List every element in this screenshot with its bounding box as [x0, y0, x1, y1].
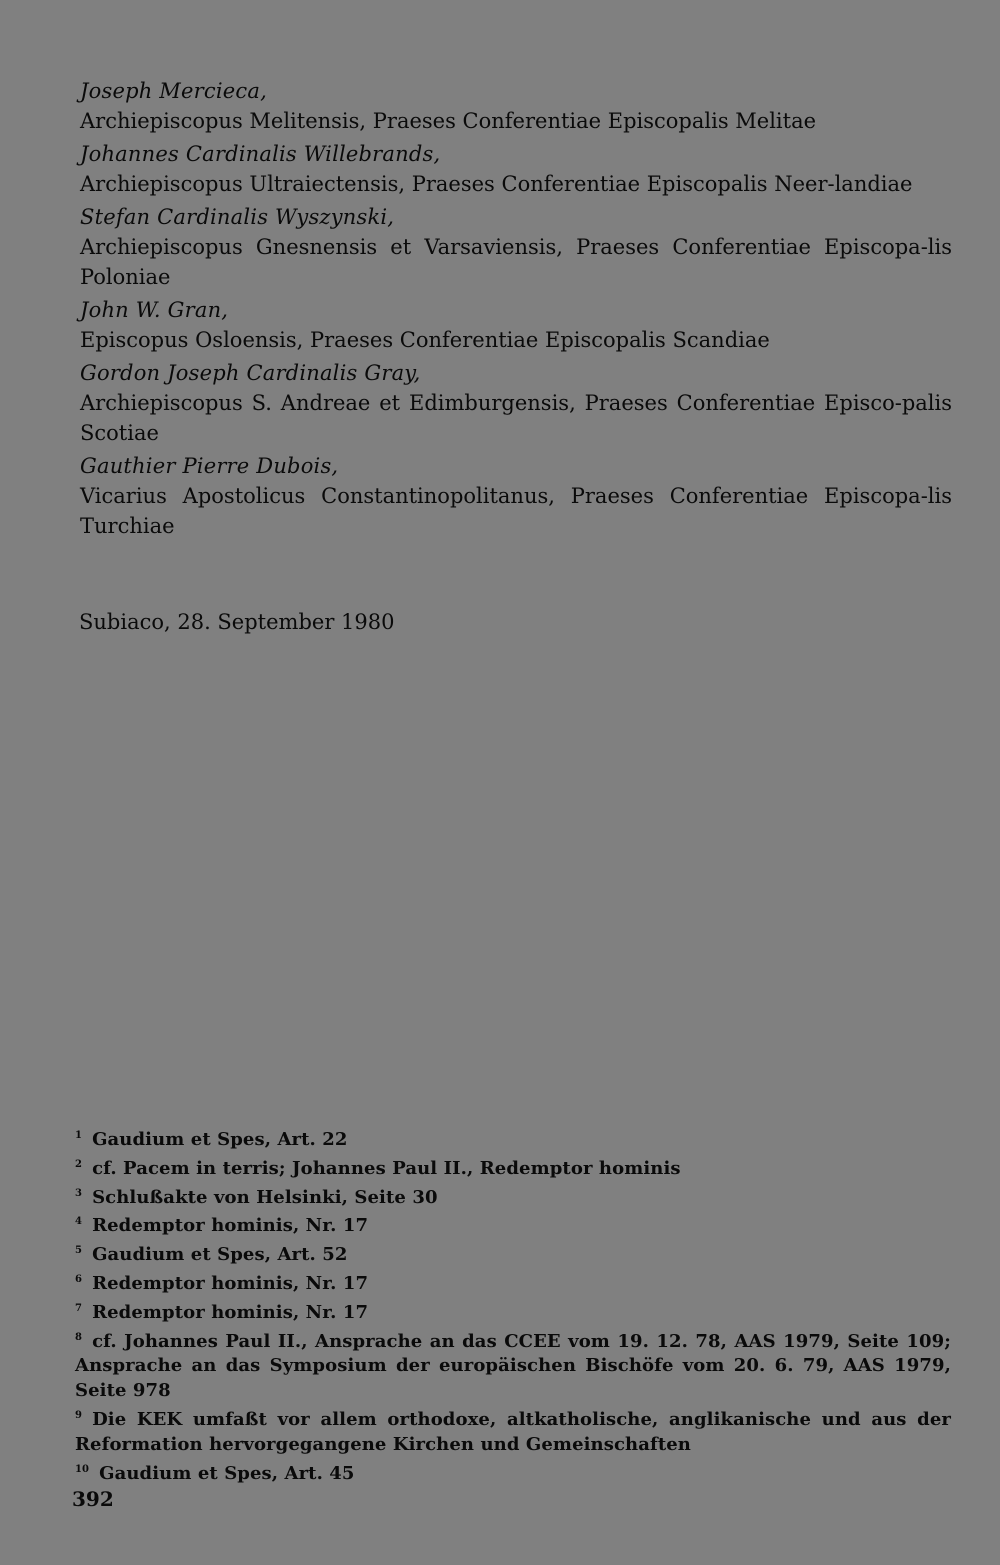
footnote-number: 5 — [75, 1245, 83, 1257]
footnote — [75, 1404, 951, 1458]
signatory-title: Archiepiscopus Melitensis, Praeses Conferentiae Episcopalis Melitae — [80, 109, 817, 133]
signatory-title: Archiepiscopus Ultraiectensis, Praeses Conferentiae Episcopalis Neer-landiae — [80, 172, 913, 196]
footnote-text: Redemptor hominis, Nr. 17 — [92, 1301, 369, 1323]
signatory-item — [80, 295, 952, 355]
footnote-text: Die KEK umfaßt vor allem orthodoxe, altkatholische, anglikanische und aus der Reformation hervorgegangene Kirchen und Gemeinschaften — [75, 1408, 951, 1455]
signatory-name: Johannes Cardinalis Willebrands, — [80, 142, 441, 166]
signatory-title: Archiepiscopus S. Andreae et Edimburgensis, Praeses Conferentiae Episco-palis Scotiae — [80, 391, 952, 445]
signatory-title: Archiepiscopus Gnesnensis et Varsaviensis, Praeses Conferentiae Episcopa-lis Poloniae — [80, 235, 952, 289]
place-and-date: Subiaco, 28. September 1980 — [79, 610, 395, 634]
footnote — [75, 1153, 951, 1182]
signatory-item — [80, 451, 952, 541]
footnote-number: 4 — [75, 1216, 83, 1228]
footnote — [75, 1124, 951, 1153]
footnote — [75, 1458, 951, 1487]
footnote-text: Redemptor hominis, Nr. 17 — [92, 1272, 369, 1294]
footnote-number: 2 — [75, 1158, 83, 1170]
signatory-name: Gauthier Pierre Dubois, — [80, 454, 339, 478]
footnotes-section — [75, 1124, 951, 1486]
footnote-number: 6 — [75, 1273, 83, 1285]
footnote-number: 7 — [75, 1302, 83, 1314]
signatory-item — [80, 76, 952, 136]
footnote — [75, 1182, 951, 1211]
signatory-list — [80, 76, 952, 544]
footnote-text: Gaudium et Spes, Art. 45 — [99, 1462, 355, 1484]
footnote-text: Schlußakte von Helsinki, Seite 30 — [92, 1186, 438, 1208]
signatory-name: Gordon Joseph Cardinalis Gray, — [80, 361, 421, 385]
signatory-name: Joseph Mercieca, — [80, 79, 267, 103]
footnote-text: Gaudium et Spes, Art. 22 — [92, 1129, 348, 1150]
page-number: 392 — [72, 1487, 114, 1511]
signatory-title: Vicarius Apostolicus Constantinopolitanus, Praeses Conferentiae Episcopa-lis Turchiae — [80, 484, 952, 538]
footnote-text: Gaudium et Spes, Art. 52 — [92, 1244, 348, 1266]
footnote-text: Redemptor hominis, Nr. 17 — [92, 1215, 369, 1237]
signatory-name: Stefan Cardinalis Wyszynski, — [80, 205, 395, 229]
footnote-number: 8 — [75, 1331, 83, 1343]
footnote-number: 9 — [75, 1409, 83, 1421]
signatory-item — [80, 139, 952, 199]
footnote — [75, 1268, 951, 1297]
footnote — [75, 1326, 951, 1404]
footnote — [75, 1210, 951, 1239]
footnote-text: cf. Johannes Paul II., Ansprache an das CCEE vom 19. 12. 78, AAS 1979, Seite 109; Ansprache an das Symposium der europäischen Bischöfe vom 20. 6. 79, AAS 1979, Seite 978 — [75, 1330, 951, 1402]
footnote-number: 1 — [75, 1130, 83, 1141]
signatory-title: Episcopus Osloensis, Praeses Conferentiae Episcopalis Scandiae — [80, 328, 770, 352]
footnote — [75, 1297, 951, 1326]
footnote-number: 10 — [75, 1463, 90, 1475]
footnote-number: 3 — [75, 1187, 83, 1199]
footnote-text: cf. Pacem in terris; Johannes Paul II., Redemptor hominis — [92, 1157, 681, 1179]
footnote — [75, 1239, 951, 1268]
signatory-item — [80, 202, 952, 292]
signatory-item — [80, 358, 952, 448]
signatory-name: John W. Gran, — [80, 298, 229, 322]
